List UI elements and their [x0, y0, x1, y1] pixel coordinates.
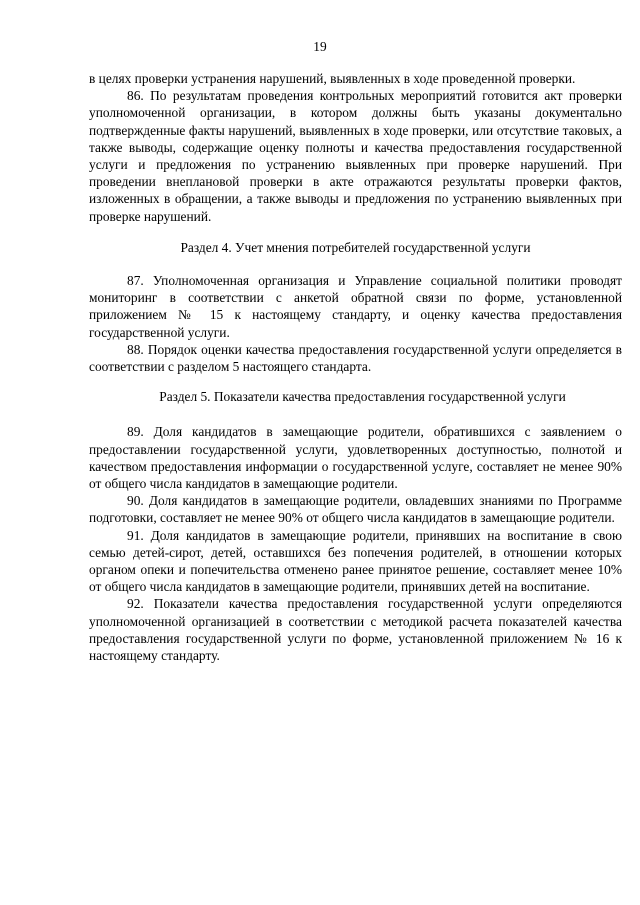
document-body — [89, 70, 622, 664]
paragraph-92: 92. Показатели качества предоставления государственной услуги определяются уполномоченной организацией в соответствии с методикой расчета показателей качества предоставления государственной услуги по форме, установленной приложением № 16 к настоящему стандарту. — [89, 596, 622, 664]
paragraph-continuation: в целях проверки устранения нарушений, выявленных в ходе проведенной проверки. — [89, 71, 576, 86]
paragraph-89: 89. Доля кандидатов в замещающие родители, обратившихся с заявлением о предоставлении государственной услуги, удовлетворенных доступностью, полнотой и качеством предоставления информации о государственной услуге, составляет не менее 90% от общего числа кандидатов в замещающие родители. — [89, 424, 622, 492]
paragraph-90: 90. Доля кандидатов в замещающие родители, овладевших знаниями по Программе подготовки, составляет не менее 90% от общего числа кандидатов в замещающие родители. — [89, 493, 622, 526]
page-number: 19 — [313, 39, 327, 54]
paragraph-87: 87. Уполномоченная организация и Управление социальной политики проводят мониторинг в соответствии с анкетой обратной связи по форме, установленной приложением № 15 к настоящему стандарту, и оценку качества предоставления государственной услуги. — [89, 273, 622, 340]
paragraph-86: 86. По результатам проведения контрольных мероприятий готовится акт проверки уполномоченной организации, в котором должны быть указаны документально подтвержденные факты нарушений, выявленных в ходе проверки, или отсутствие таковых, а также выводы, содержащие оценку полноты и качества предоставления государственной услуги и предложения по устранению выявленных при проверке нарушений. При проведении внеплановой проверки в акте отражаются результаты проверки фактов, изложенных в обращении, а также выводы и предложения по устранению выявленных при проверке нарушений. — [89, 88, 622, 224]
paragraph-91: 91. Доля кандидатов в замещающие родители, принявших на воспитание в свою семью детей-сирот, детей, оставшихся без попечения родителей, в отношении которых органом опеки и попечительства отменено ранее принятое решение, составляет менее 10% от общего числа кандидатов в замещающие родители, принявших детей на воспитание. — [89, 527, 622, 595]
section-5-heading: Раздел 5. Показатели качества предоставления государственной услуги — [159, 389, 566, 405]
section-4-heading: Раздел 4. Учет мнения потребителей государственной услуги — [180, 239, 531, 255]
paragraph-88: 88. Порядок оценки качества предоставления государственной услуги определяется в соответствии с разделом 5 настоящего стандарта. — [89, 341, 622, 375]
